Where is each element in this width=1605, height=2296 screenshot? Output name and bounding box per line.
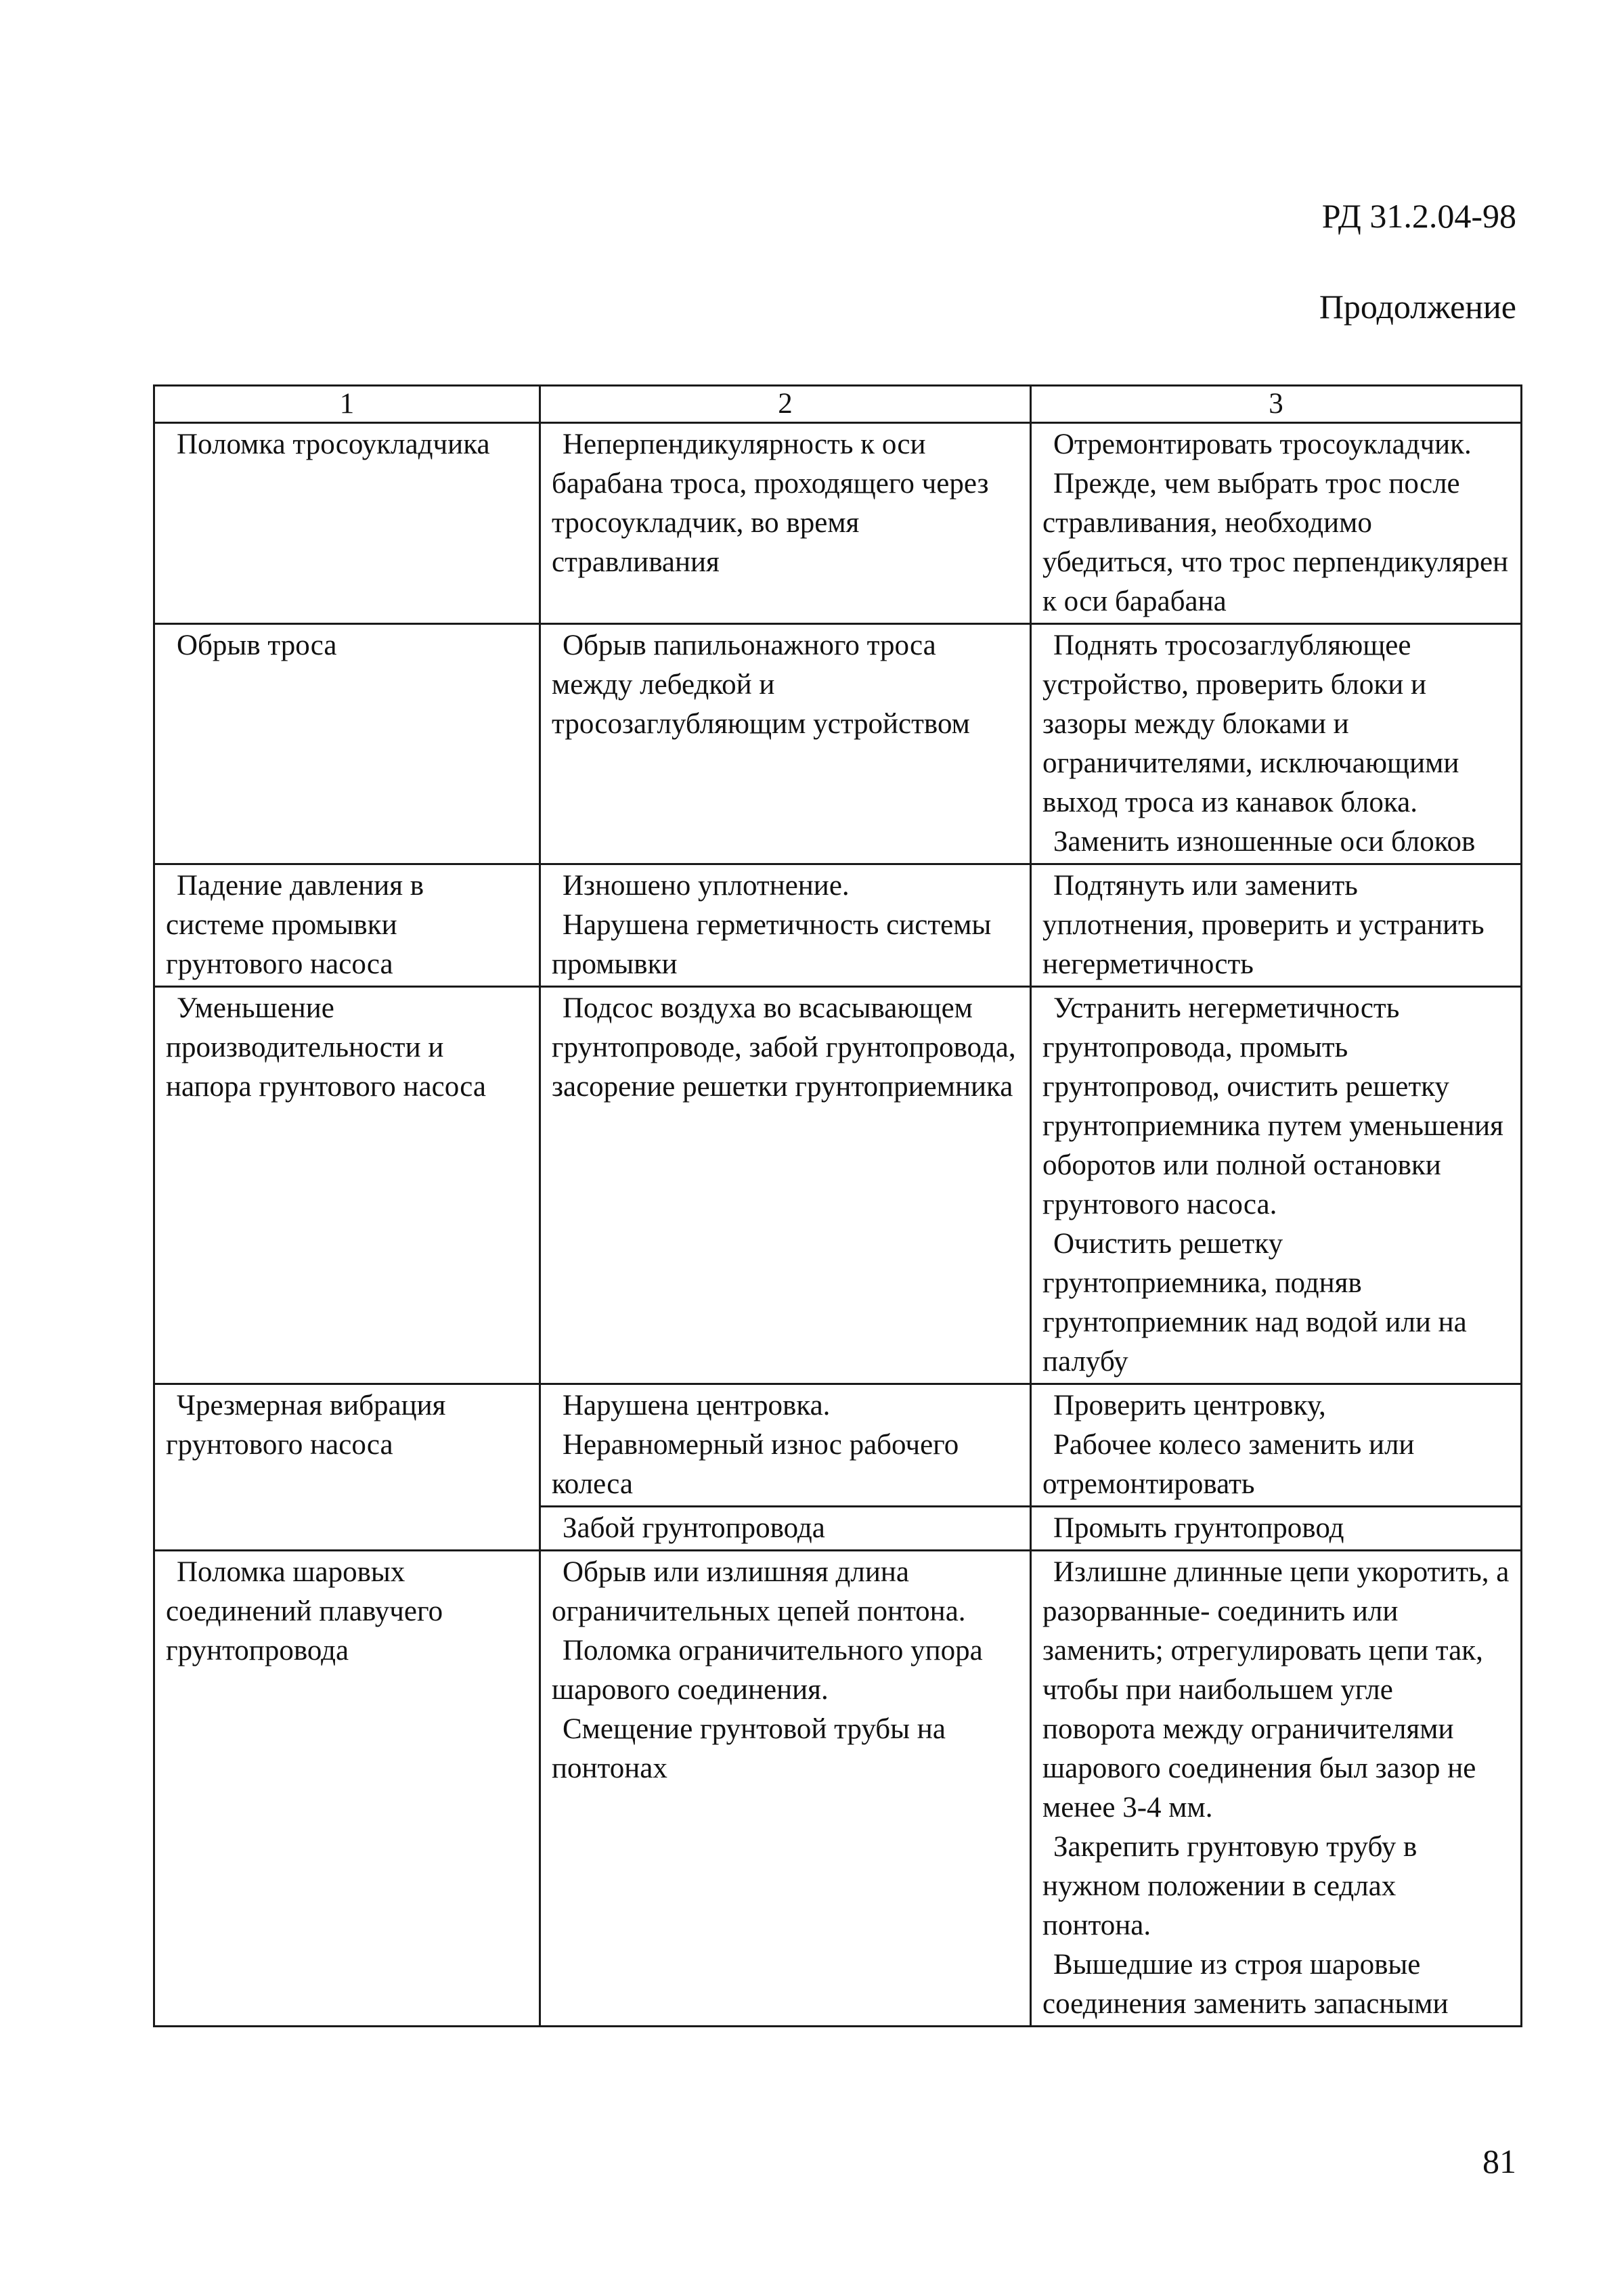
fault-cell: Уменьшение производительности и напора грунтового насоса (154, 987, 540, 1384)
cause-cell: Изношено уплотнение. Нарушена герметичность системы промывки (540, 864, 1031, 987)
fault-cell: Поломка шаровых соединений плавучего грунтопровода (154, 1551, 540, 2027)
remedy-cell: Устранить негерметичность грунтопровода, промыть грунтопровод, очистить решетку грунтоприемника путем уменьшения оборотов или полной остановки грунтового насоса. Очистить решетку грунтоприемника, подняв грунтоприемник над водой или на палубу (1031, 987, 1522, 1384)
table-row (154, 1384, 1522, 1507)
table-header-row (154, 386, 1522, 423)
column-header-1: 1 (154, 386, 540, 423)
table-row (154, 864, 1522, 987)
cause-cell: Подсос воздуха во всасывающем грунтопроводе, забой грунтопровода, засорение решетки грунтоприемника (540, 987, 1031, 1384)
cause-cell: Обрыв или излишняя длина ограничительных цепей понтона. Поломка ограничительного упора шарового соединения. Смещение грунтовой трубы на понтонах (540, 1551, 1031, 2027)
remedy-cell: Отремонтировать тросоукладчик. Прежде, чем выбрать трос после стравливания, необходимо убедиться, что трос перпендикулярен к оси барабана (1031, 423, 1522, 624)
cause-cell: Неперпендикулярность к оси барабана троса, проходящего через тросоукладчик, во время стравливания (540, 423, 1031, 624)
cause-cell: Нарушена центровка. Неравномерный износ рабочего колеса (540, 1384, 1031, 1507)
remedy-cell: Промыть грунтопровод (1031, 1507, 1522, 1551)
fault-cell: Обрыв троса (154, 624, 540, 864)
fault-cell: Поломка тросоукладчика (154, 423, 540, 624)
page-number: 81 (1482, 2142, 1516, 2180)
troubleshooting-table (153, 384, 1522, 2027)
cause-cell: Обрыв папильонажного троса между лебедкой и тросозаглубляющим устройством (540, 624, 1031, 864)
fault-cell: Падение давления в системе промывки грунтового насоса (154, 864, 540, 987)
table-row (154, 423, 1522, 624)
remedy-cell: Проверить центровку, Рабочее колесо заменить или отремонтировать (1031, 1384, 1522, 1507)
document-code: РД 31.2.04-98 (1321, 197, 1516, 235)
continuation-label: Продолжение (1319, 288, 1516, 326)
table-row (154, 1551, 1522, 2027)
remedy-cell: Поднять тросозаглубляющее устройство, проверить блоки и зазоры между блоками и ограничителями, исключающими выход троса из канавок блока. Заменить изношенные оси блоков (1031, 624, 1522, 864)
cause-cell: Забой грунтопровода (540, 1507, 1031, 1551)
remedy-cell: Подтянуть или заменить уплотнения, проверить и устранить негерметичность (1031, 864, 1522, 987)
column-header-2: 2 (540, 386, 1031, 423)
column-header-3: 3 (1031, 386, 1522, 423)
remedy-cell: Излишне длинные цепи укоротить, а разорванные- соединить или заменить; отрегулировать цепи так, чтобы при наибольшем угле поворота между ограничителями шарового соединения был зазор не менее 3-4 мм. Закрепить грунтовую трубу в нужном положении в седлах понтона. Вышедшие из строя шаровые соединения заменить запасными (1031, 1551, 1522, 2027)
table-row (154, 987, 1522, 1384)
fault-cell: Чрезмерная вибрация грунтового насоса (154, 1384, 540, 1551)
table-row (154, 624, 1522, 864)
